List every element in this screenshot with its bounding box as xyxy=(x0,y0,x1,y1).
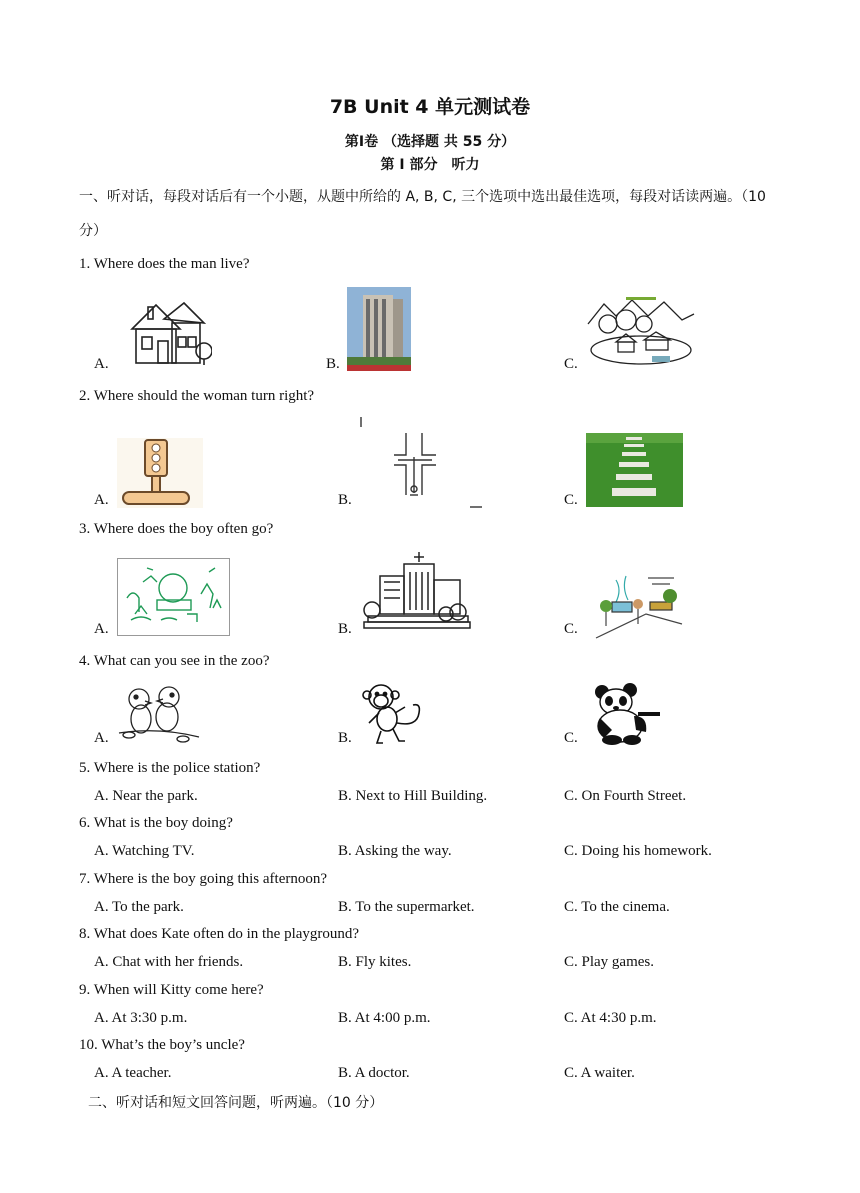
village-icon xyxy=(586,294,696,370)
q5-option-a[interactable]: A. Near the park. xyxy=(94,788,198,804)
q4-option-c-label[interactable]: C. xyxy=(564,730,578,746)
question-7: 7. Where is the boy going this afternoon? xyxy=(79,871,327,887)
q1-option-a-label[interactable]: A. xyxy=(94,356,109,372)
question-8: 8. What does Kate often do in the playground? xyxy=(79,926,360,942)
question-3: 3. Where does the boy often go? xyxy=(79,521,274,537)
question-4: 4. What can you see in the zoo? xyxy=(79,653,270,669)
traffic-light-icon xyxy=(117,438,203,508)
q3-option-c-label[interactable]: C. xyxy=(564,621,578,637)
q2-option-a-label[interactable]: A. xyxy=(94,492,109,508)
q2-option-b-label[interactable]: B. xyxy=(338,492,352,508)
park-fountain-icon xyxy=(586,568,686,644)
monkey-icon xyxy=(359,681,431,747)
q9-option-c[interactable]: C. At 4:30 p.m. xyxy=(564,1010,657,1026)
crossroads-icon xyxy=(360,415,482,509)
question-6: 6. What is the boy doing? xyxy=(79,815,233,831)
q7-option-b[interactable]: B. To the supermarket. xyxy=(338,899,475,915)
q5-option-b[interactable]: B. Next to Hill Building. xyxy=(338,788,488,804)
tower-building-icon xyxy=(347,287,411,371)
q6-option-a[interactable]: A. Watching TV. xyxy=(94,843,195,859)
question-1: 1. Where does the man live? xyxy=(79,256,250,272)
q3-option-b-label[interactable]: B. xyxy=(338,621,352,637)
q9-option-a[interactable]: A. At 3:30 p.m. xyxy=(94,1010,188,1026)
q5-option-c[interactable]: C. On Fourth Street. xyxy=(564,788,687,804)
zoo-icon xyxy=(117,558,230,636)
section2-instruction: 二、听对话和短文回答问题，听两遍。（10 分） xyxy=(88,1095,384,1111)
question-9: 9. When will Kitty come here? xyxy=(79,982,264,998)
q7-option-a[interactable]: A. To the park. xyxy=(94,899,184,915)
path-on-grass-icon xyxy=(586,433,683,507)
q6-option-b[interactable]: B. Asking the way. xyxy=(338,843,452,859)
q1-option-c-label[interactable]: C. xyxy=(564,356,578,372)
volume-heading: 第Ⅰ卷 （选择题 共 55 分） xyxy=(344,134,516,150)
page-title: 7B Unit 4 单元测试卷 xyxy=(329,96,531,118)
q2-option-c-label[interactable]: C. xyxy=(564,492,578,508)
section1-instruction: 一、听对话，每段对话后有一个小题，从题中所给的 A, B, C, 三个选项中选出最佳选项，每段对话读两遍。（10 分） xyxy=(79,189,766,239)
birds-icon xyxy=(117,683,201,745)
q6-option-c[interactable]: C. Doing his homework. xyxy=(564,843,712,859)
question-2: 2. Where should the woman turn right? xyxy=(79,388,315,404)
q10-option-b[interactable]: B. A doctor. xyxy=(338,1065,410,1081)
q10-option-c[interactable]: C. A waiter. xyxy=(564,1065,635,1081)
q10-option-a[interactable]: A. A teacher. xyxy=(94,1065,172,1081)
panda-icon xyxy=(586,682,662,746)
question-10: 10. What’s the boy’s uncle? xyxy=(79,1037,245,1053)
part-heading: 第 I 部分 听力 xyxy=(380,157,480,173)
question-5: 5. Where is the police station? xyxy=(79,760,261,776)
q4-option-b-label[interactable]: B. xyxy=(338,730,352,746)
q7-option-c[interactable]: C. To the cinema. xyxy=(564,899,670,915)
q8-option-c[interactable]: C. Play games. xyxy=(564,954,654,970)
q1-option-b-label[interactable]: B. xyxy=(326,356,340,372)
q9-option-b[interactable]: B. At 4:00 p.m. xyxy=(338,1010,431,1026)
q8-option-a[interactable]: A. Chat with her friends. xyxy=(94,954,244,970)
house-icon xyxy=(124,297,212,367)
hospital-icon xyxy=(360,550,472,636)
q4-option-a-label[interactable]: A. xyxy=(94,730,109,746)
q3-option-a-label[interactable]: A. xyxy=(94,621,109,637)
q8-option-b[interactable]: B. Fly kites. xyxy=(338,954,412,970)
